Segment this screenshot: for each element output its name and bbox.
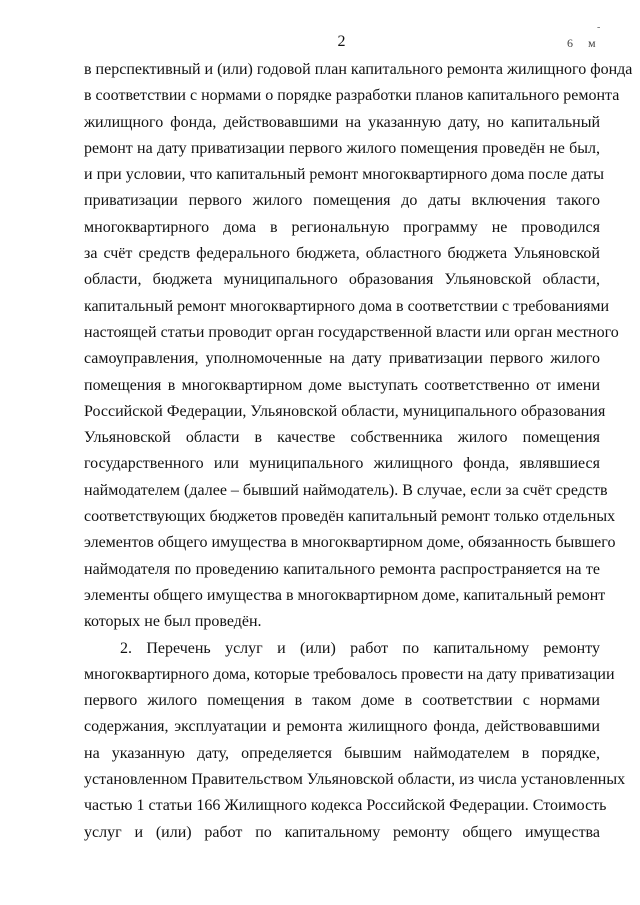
text-line: за счёт средств федерального бюджета, областного бюджета Ульяновской: [84, 245, 600, 263]
handwritten-page-mark: 6 м: [567, 36, 602, 50]
text-line: соответствующих бюджетов проведён капитальный ремонт только отдельных: [84, 508, 616, 526]
page-number: 2: [337, 33, 346, 50]
text-line: и при условии, что капитальный ремонт многоквартирного дома после даты: [84, 166, 605, 184]
text-line: элементов общего имущества в многоквартирном доме, обязанность бывшего: [84, 534, 616, 552]
text-line: 2. Перечень услуг и (или) работ по капитальному ремонту: [120, 639, 600, 657]
text-line: первого жилого помещения в таком доме в соответствии с нормами: [84, 692, 600, 710]
text-line: настоящей статьи проводит орган государственной власти или орган местного: [84, 323, 619, 341]
text-line: капитальный ремонт многоквартирного дома в соответствии с требованиями: [84, 297, 610, 315]
text-line: содержания, эксплуатации и ремонта жилищного фонда, действовавшими: [84, 718, 600, 736]
text-line: в перспективный и (или) годовой план капитального ремонта жилищного фонда: [84, 61, 633, 78]
text-line: многоквартирного дома, которые требовалось провести на дату приватизации: [84, 665, 615, 683]
text-line: области, бюджета муниципального образования Ульяновской области,: [84, 271, 600, 289]
text-line: самоуправления, уполномоченные на дату приватизации первого жилого: [84, 350, 600, 368]
text-line: наймодателем (далее – бывший наймодатель). В случае, если за счёт средств: [84, 481, 608, 499]
text-line: элементы общего имущества в многоквартирном доме, капитальный ремонт: [84, 586, 606, 604]
text-line: частью 1 статьи 166 Жилищного кодекса Российской Федерации. Стоимость: [84, 797, 607, 815]
text-line: Российской Федерации, Ульяновской области, муниципального образования: [84, 402, 606, 420]
document-body: [84, 57, 633, 846]
text-line: на указанную дату, определяется бывшим наймодателем в порядке,: [84, 744, 600, 762]
text-line: ремонт на дату приватизации первого жилого помещения проведён не был,: [84, 139, 600, 157]
text-line: приватизации первого жилого помещения до даты включения такого: [84, 192, 600, 210]
text-line: которых не был проведён.: [84, 613, 262, 631]
text-line: помещения в многоквартирном доме выступать соответственно от имени: [84, 376, 600, 394]
paragraph-section-2: [84, 636, 626, 846]
text-line: многоквартирного дома в региональную программу не проводился: [84, 218, 600, 236]
text-line: услуг и (или) работ по капитальному ремонту общего имущества: [84, 823, 600, 841]
text-line: наймодателя по проведению капитального ремонта распространяется на те: [84, 560, 600, 578]
paragraph-continuation: [84, 57, 633, 636]
text-line: установленном Правительством Ульяновской области, из числа установленных: [84, 771, 626, 789]
text-line: жилищного фонда, действовавшими на указанную дату, но капитальный: [84, 113, 600, 131]
text-line: государственного или муниципального жилищного фонда, являвшиеся: [84, 455, 600, 473]
text-line: Ульяновской области в качестве собственника жилого помещения: [84, 429, 600, 447]
text-line: в соответствии с нормами о порядке разработки планов капитального ремонта: [84, 87, 620, 105]
scan-mark: -: [597, 22, 601, 33]
